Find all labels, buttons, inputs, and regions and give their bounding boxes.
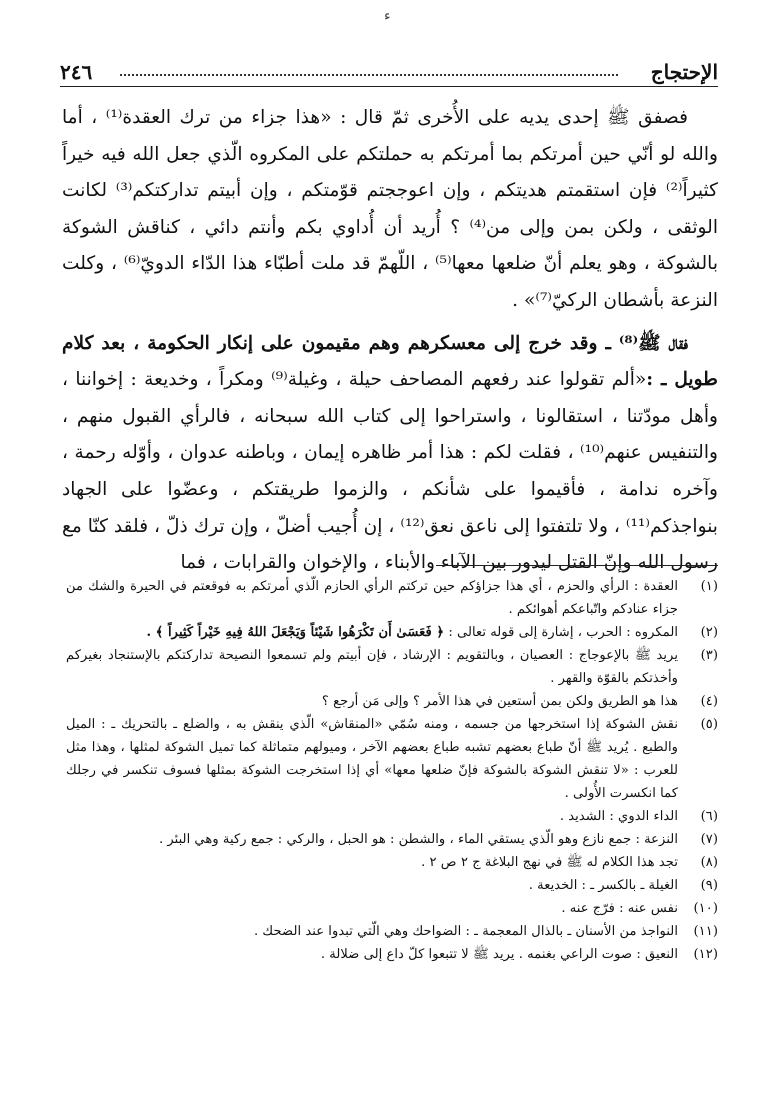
quran-verse: ﴿ فَعَسَىٰ أَن تَكْرَهُوا شَيْئاً وَيَجْعَلَ اللهُ فِيهِ خَيْراً كَثِيراً ﴾ .	[146, 625, 445, 640]
footnote-number: (٣)	[700, 648, 718, 663]
paragraph-2-text: «ألم تقولوا عند رفعهم المصاحف حيلة ، وغيلة⁽⁹⁾ ومكراً ، وخديعة : إخواننا ، وأهل مودّتنا ، استقالونا ، واستراحوا إلى كتاب الله سبحانه ، فالرأي القبول منهم ، والتنفيس عنهم⁽¹⁰⁾ ، فقلت لكم : هذا أمر ظاهره إيمان ، وباطنه عدوان ، وأوّله رحمة ، وآخره ندامة ، فأقيموا على شأنكم ، والزموا طريقتكم ، وعضّوا على الجهاد بنواجذكم⁽¹¹⁾ ، ولا تلتفتوا إلى ناعق نعق⁽¹²⁾ ، إن أُجيب أضلّ ، وإن ترك ذلّ ، فلقد كنّا مع رسول الله وإنّ القتل ليدور بين الآباء والأبناء ، والإخوان والقرابات ، فما	[62, 369, 718, 574]
paragraph-1: فصفق ﷺ إحدى يديه على الأُخرى ثمّ قال : «هذا جزاء من ترك العقدة⁽¹⁾ ، أما والله لو أنّي حين أمرتكم بما أمرتكم به حملتكم على المكروه الّذي جعل الله فيه خيراً كثيراً⁽²⁾ فإن استقمتم هديتكم ، وإن اعوججتم قوّمتكم ، وإن أبيتم تداركتكم⁽³⁾ لكانت الوثقى ، ولكن بمن وإلى من⁽⁴⁾ ؟ أُريد أن أُداوي بكم وأنتم دائي ، كناقش الشوكة بالشوكة ، وهو يعلم أنّ ضلعها معها⁽⁵⁾ ، اللّهمّ قد ملت أطبّاء هذا الدّاء الدويّ⁽⁶⁾ ، وكلت النزعة بأشطان الركيّ⁽⁷⁾» .	[62, 107, 718, 311]
running-header	[60, 56, 718, 87]
footnote-number: (١٢)	[693, 947, 718, 962]
top-mark: ء	[384, 8, 391, 24]
footnote-text: النزعة : جمع نازع وهو الّذي يستقي الماء ، والشطن : هو الحبل ، والركي : جمع ركية وهي البئر .	[158, 832, 678, 847]
footnote	[66, 943, 718, 966]
footnote-number: (٦)	[700, 809, 718, 824]
footnote-number: (١٠)	[693, 901, 718, 916]
footnote-text: نقش الشوكة إذا استخرجها من جسمه ، ومنه سُمّي «المنقاش» الّذي ينقش به ، والضلع ـ بالتحريك ـ : الميل والطبع . يُريد ﷺ أنّ طباع بعضهم تشبه طباع بعضهم الآخر ، وميولهم متماثلة كما تميل الشوكة لمثلها ، وهذا مثل للعرب : «لا تنقش الشوكة بالشوكة فإنّ ضلعها معها» أي إذا استخرجت الشوكة بمثلها فسوف تنكسر في رجلك كما انكسرت الأُولى .	[66, 717, 678, 801]
footnote	[66, 644, 718, 690]
footnote	[66, 575, 718, 621]
header-leader-dots	[120, 74, 618, 76]
footnote-text: النواجذ من الأسنان ـ بالذال المعجمة ـ : الضواحك وهي الّتي تبدوا عند الضحك .	[254, 924, 678, 939]
footnote-number: (٥)	[700, 717, 718, 732]
paragraph-2-lead: فقال ﷺ⁽⁸⁾ ـ وقد خرج إلى معسكرهم وهم مقيمون على إنكار الحكومة ، بعد كلام طويل ـ :	[62, 332, 718, 391]
footnote-separator	[436, 565, 718, 566]
footnote	[66, 690, 718, 713]
footnote-text: الغيلة ـ بالكسر ـ : الخديعة .	[528, 878, 678, 893]
main-text	[62, 100, 718, 582]
footnote	[66, 874, 718, 897]
footnote	[66, 805, 718, 828]
footnote	[66, 713, 718, 805]
running-title: الإحتجاج	[650, 60, 718, 84]
footnote-number: (٤)	[700, 694, 718, 709]
footnote-text: الداء الدوي : الشديد .	[559, 809, 678, 824]
page-number: ٢٤٦	[60, 60, 93, 84]
footnote-number: (١)	[700, 579, 718, 594]
footnote	[66, 621, 718, 644]
footnotes	[66, 575, 718, 966]
footnote	[66, 828, 718, 851]
footnote-number: (٢)	[700, 625, 718, 640]
footnote-number: (٨)	[700, 855, 718, 870]
footnote-number: (٩)	[700, 878, 718, 893]
footnote-text: العقدة : الرأي والحزم ، أي هذا جزاؤكم حين تركتم الرأي الحازم الّذي أمرتكم به فوقعتم في الحيرة والشك من جزاء عنادكم واتّباعكم أهوائكم .	[66, 579, 678, 617]
footnote-text: تجد هذا الكلام له ﷺ في نهج البلاغة ج ٢ ص ٢ .	[421, 855, 678, 870]
footnote-text: المكروه : الحرب ، إشارة إلى قوله تعالى :	[448, 625, 678, 640]
footnote-text: هذا هو الطريق ولكن بمن أستعين في هذا الأمر ؟ وإلى مَن أرجع ؟	[321, 694, 678, 709]
footnote-text: النعيق : صوت الراعي بغنمه . يريد ﷺ لا تتبعوا كلّ داع إلى ضلالة .	[320, 947, 678, 962]
footnote	[66, 897, 718, 920]
paragraph-2	[62, 326, 718, 582]
footnote-number: (١١)	[693, 924, 718, 939]
footnote-number: (٧)	[700, 832, 718, 847]
footnote	[66, 920, 718, 943]
footnote	[66, 851, 718, 874]
footnote-text: نفس عنه : فرّج عنه .	[561, 901, 678, 916]
footnote-text: يريد ﷺ بالإعوجاج : العصيان ، وبالتقويم : الإرشاد ، فإن أبيتم ولم تسمعوا النصيحة تداركتكم بالإستنجاد بغيركم وأخذتكم بالقوّة والقهر .	[66, 648, 678, 686]
